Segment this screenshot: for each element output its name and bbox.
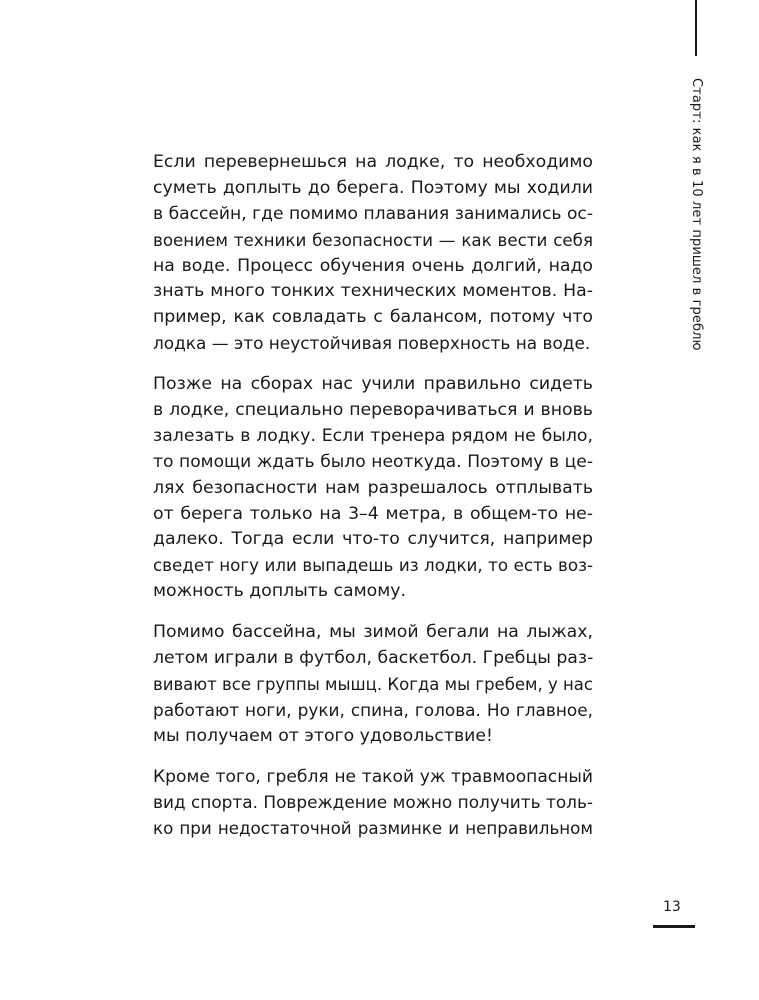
text-line: воением техники безопасности — как вести себя — [153, 229, 593, 250]
text-line: пример, как совладать с балансом, потому что — [153, 307, 593, 328]
text-line: далеко. Тогда если что-то случится, например — [153, 529, 593, 550]
text-line: мы получаем от этого удовольствие! — [153, 725, 493, 746]
text-line: Кроме того, гребля не такой уж травмоопасный — [153, 766, 593, 787]
page-number: 13 — [663, 899, 681, 915]
text-line: Если перевернешься на лодке, то необходимо — [153, 152, 593, 172]
page-body — [153, 150, 593, 857]
text-line: ко при недостаточной разминке и неправильном — [153, 818, 593, 839]
top-rule — [695, 0, 697, 56]
text-line: в лодке, специально переворачиваться и вновь — [153, 400, 593, 421]
text-line: можность доплыть самому. — [153, 581, 407, 602]
text-line: в бассейн, где помимо плавания занимались ос- — [153, 203, 593, 224]
paragraph — [153, 150, 593, 357]
text-line: то помощи ждать было неоткуда. Поэтому в це- — [153, 451, 593, 472]
paragraph — [153, 372, 593, 605]
text-line: знать много тонких технических моментов. На- — [153, 281, 593, 302]
text-line: вид спорта. Повреждение можно получить толь- — [153, 792, 593, 813]
paragraph — [153, 620, 593, 749]
text-line: летом играли в футбол, баскетбол. Гребцы раз- — [153, 648, 594, 669]
bottom-rule — [653, 925, 695, 928]
text-line: работают ноги, руки, спина, голова. Но главное, — [153, 699, 593, 720]
paragraph — [153, 765, 593, 843]
text-line: Помимо бассейна, мы зимой бегали на лыжах, — [153, 622, 593, 643]
text-line: лях безопасности нам разрешалось отплывать — [153, 477, 593, 498]
text-line: суметь доплыть до берега. Поэтому мы ходили — [153, 177, 593, 198]
running-head: Старт: как я в 10 лет пришел в греблю — [689, 78, 704, 351]
text-line: лодка — это неустойчивая поверхность на воде. — [153, 333, 591, 354]
text-line: Позже на сборах нас учили правильно сидеть — [153, 374, 593, 395]
text-line: вивают все группы мышц. Когда мы гребем, у нас — [153, 674, 593, 694]
text-line: залезать в лодку. Если тренера рядом не было, — [153, 425, 593, 446]
text-line: сведет ногу или выпадешь из лодки, то есть воз- — [153, 555, 593, 576]
text-line: от берега только на 3–4 метра, в общем-то не- — [153, 503, 593, 524]
text-line: на воде. Процесс обучения очень долгий, надо — [153, 255, 593, 276]
